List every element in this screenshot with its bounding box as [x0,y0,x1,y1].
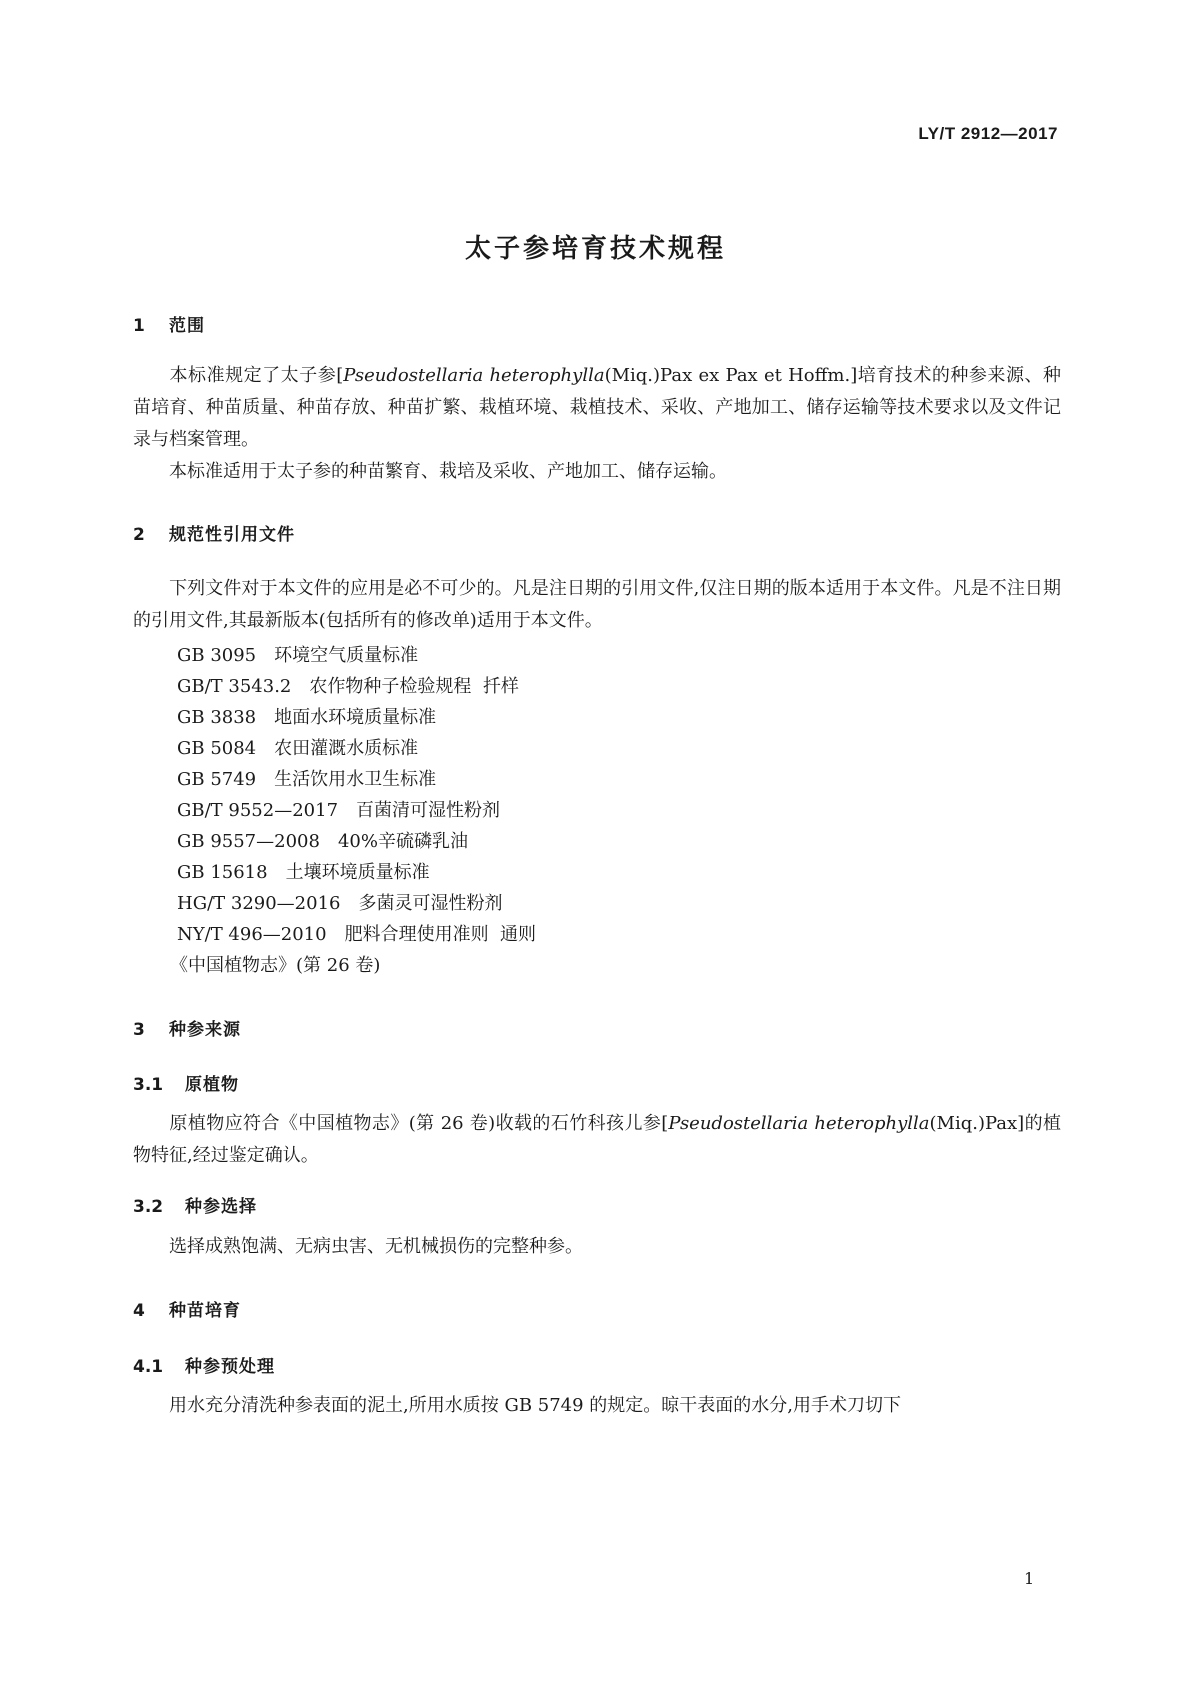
reference-name: 生活饮用水卫生标准 [274,769,437,790]
reference-item [177,827,468,853]
reference-code: GB 3095 [177,645,257,666]
scope-text-b: (Miq.)Pax ex Pax et Hoffm.]培育技术的种参来源、种苗培育、种苗质量、种苗存放、种苗扩繁、栽植环境、栽植技术、采收、产地加工、储存运输等技术要求以及文件记录与档案管理。 [133,365,1061,450]
reference-name: 多菌灵可湿性粉剂 [358,893,503,914]
reference-name: 40%辛硫磷乳油 [337,831,468,852]
original-plant-text-a: 原植物应符合《中国植物志》(第 26 卷)收载的石竹科孩儿参[ [169,1113,669,1134]
reference-item [177,920,536,946]
scope-paragraph [133,360,1061,456]
section-4-heading [133,1296,241,1321]
section-number: 3.2 [133,1197,164,1217]
section-3-heading [133,1015,241,1040]
original-plant-paragraph [133,1108,1061,1172]
reference-item [177,703,436,729]
section-title: 种参选择 [185,1197,257,1217]
reference-code: GB 5084 [177,738,257,759]
section-3-2-heading [133,1192,257,1217]
reference-item [177,641,418,667]
reference-code: GB/T 9552—2017 [177,800,339,821]
reference-name: 肥料合理使用准则 通则 [344,924,537,945]
reference-name: 农田灌溉水质标准 [274,738,419,759]
reference-code: GB 15618 [177,862,268,883]
pretreatment-paragraph [133,1390,1061,1422]
standard-code: LY/T 2912—2017 [918,124,1058,143]
section-2-heading [133,520,295,545]
reference-name: 农作物种子检验规程 扦样 [309,676,519,697]
reference-code: GB/T 3543.2 [177,676,292,697]
section-number: 4.1 [133,1357,164,1377]
section-4-1-heading [133,1352,275,1377]
reference-item [177,672,519,698]
section-title: 种苗培育 [169,1301,241,1321]
section-title: 种参来源 [169,1020,241,1040]
reference-item [177,889,503,915]
reference-code: NY/T 496—2010 [177,924,327,945]
reference-item [177,765,436,791]
original-plant-text-b: (Miq.)Pax]的植物特征,经过鉴定确认。 [133,1113,1061,1166]
section-number: 3.1 [133,1075,164,1095]
scope-text-a: 本标准规定了太子参[ [169,365,344,386]
references-intro-text: 下列文件对于本文件的应用是必不可少的。凡是注日期的引用文件,仅注日期的版本适用于本文件。凡是不注日期的引用文件,其最新版本(包括所有的修改单)适用于本文件。 [133,578,1061,631]
reference-name: 环境空气质量标准 [274,645,419,666]
reference-name: 地面水环境质量标准 [274,707,437,728]
section-number: 1 [133,316,145,336]
section-number: 2 [133,525,145,545]
reference-item [177,734,418,760]
flora-reference: 《中国植物志》(第 26 卷) [170,955,381,976]
section-title: 种参预处理 [185,1357,275,1377]
reference-name: 百菌清可湿性粉剂 [356,800,501,821]
section-title: 规范性引用文件 [169,525,295,545]
document-title: 太子参培育技术规程 [464,234,726,264]
section-number: 4 [133,1301,145,1321]
latin-name: Pseudostellaria heterophylla [343,365,605,386]
page-number: 1 [1024,1569,1035,1588]
applicability-text: 本标准适用于太子参的种苗繁育、栽培及采收、产地加工、储存运输。 [169,461,727,482]
reference-code: GB 3838 [177,707,257,728]
section-3-1-heading [133,1070,239,1095]
section-1-heading [133,311,205,336]
pretreatment-text: 用水充分清洗种参表面的泥土,所用水质按 GB 5749 的规定。晾干表面的水分,用手术刀切下 [169,1395,902,1416]
reference-name: 土壤环境质量标准 [285,862,430,883]
reference-code: GB 9557—2008 [177,831,320,852]
references-intro [133,573,1061,637]
seed-selection-text: 选择成熟饱满、无病虫害、无机械损伤的完整种参。 [169,1236,583,1257]
section-title: 原植物 [185,1075,239,1095]
latin-name: Pseudostellaria heterophylla [668,1113,930,1134]
reference-item [177,796,500,822]
seed-selection-paragraph [133,1231,1061,1263]
reference-item [177,858,430,884]
section-number: 3 [133,1020,145,1040]
reference-code: GB 5749 [177,769,257,790]
reference-code: HG/T 3290—2016 [177,893,341,914]
applicability-paragraph [133,456,1061,488]
section-title: 范围 [169,316,205,336]
